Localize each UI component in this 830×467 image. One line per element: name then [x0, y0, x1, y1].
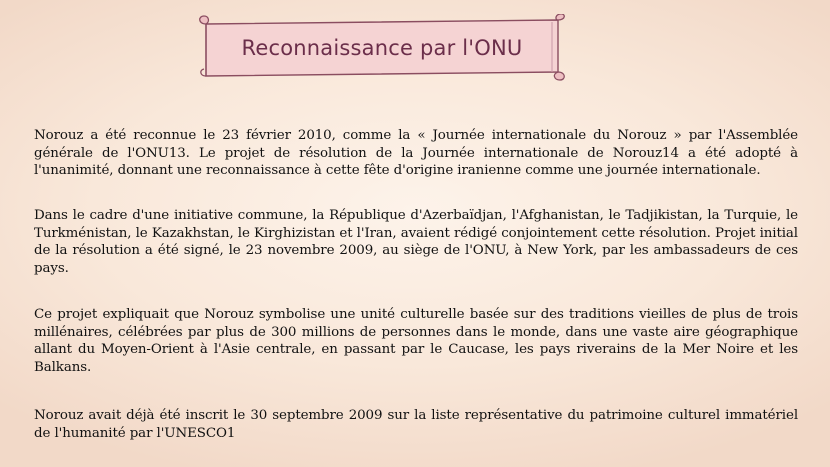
paragraph-unesco: Norouz avait déjà été inscrit le 30 septembre 2009 sur la liste représentative du patrimoine culturel immatériel de l'humanité par l'UNESCO1 — [34, 408, 798, 441]
paragraph-un-recognition: Norouz a été reconnue le 23 février 2010, comme la « Journée internationale du Norouz » par l'Assemblée générale de l'ONU13. Le projet de résolution de la Journée internationale de Norouz14 a été adopté à l'unanimité, donnant une reconnaissance à cette fête d'origine iranienne comme une journée internationale. — [34, 128, 798, 178]
paragraph-cultural-unity: Ce projet expliquait que Norouz symbolise une unité culturelle basée sur des traditions vieilles de plus de trois millénaires, célébrées par plus de 300 millions de personnes dans le monde, dans une vaste aire géographique allant du Moyen-Orient à l'Asie centrale, en passant par le Caucase, les pays riverains de la Mer Noire et les Balkans. — [34, 307, 798, 375]
paragraph-joint-initiative: Dans le cadre d'une initiative commune, la République d'Azerbaïdjan, l'Afghanistan, le Tadjikistan, la Turquie, le Turkménistan, le Kazakhstan, le Kirghizistan et l'Iran, avaient rédigé conjointement cette résolution. Projet initial de la résolution a été signé, le 23 novembre 2009, au siège de l'ONU, à New York, par les ambassadeurs de ces pays. — [34, 208, 798, 276]
page-title: Reconnaissance par l'ONU — [241, 36, 523, 60]
title-banner — [196, 14, 568, 82]
